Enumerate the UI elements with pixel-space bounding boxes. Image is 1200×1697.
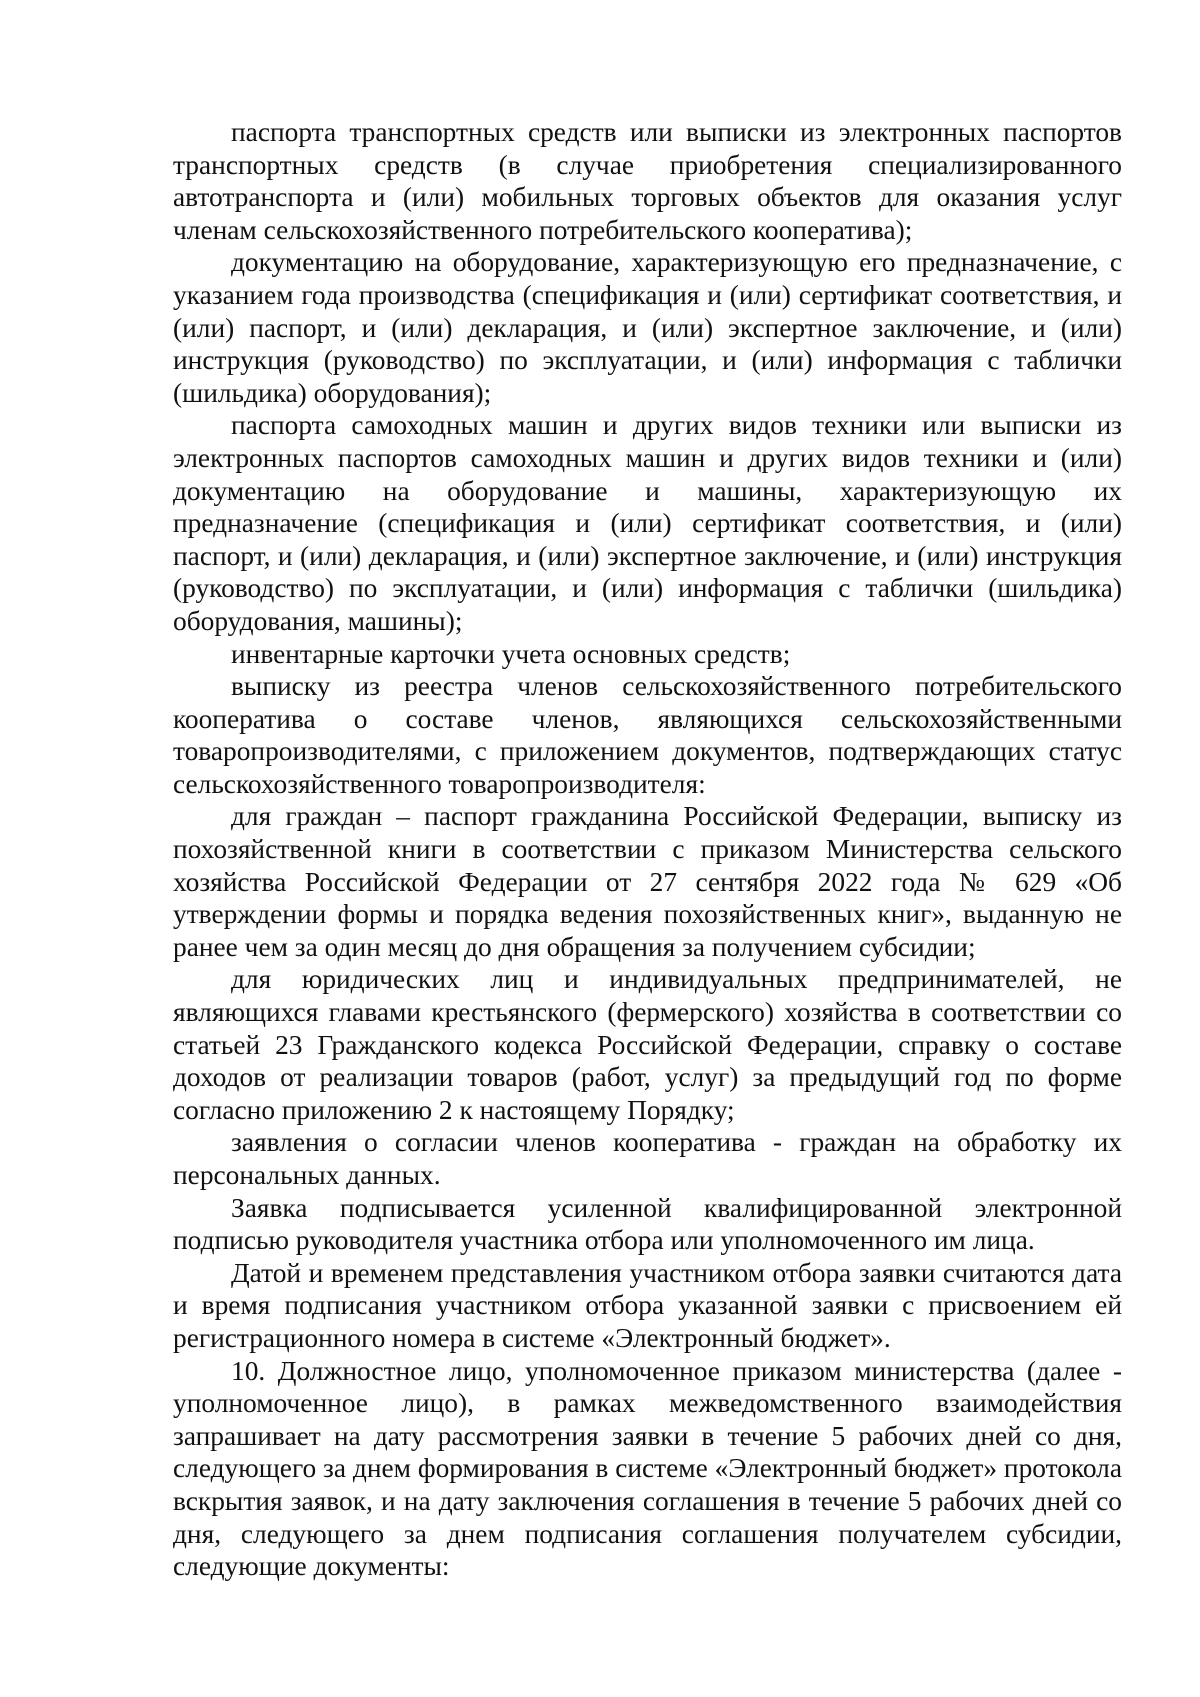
paragraph-submission-date: Датой и временем представления участником отбора заявки считаются дата и время подписания участником отбора указанной заявки с присвоением ей регистрационного номера в системе «Электронный бюджет». bbox=[173, 1257, 1122, 1353]
paragraph-members-registry: выписку из реестра членов сельскохозяйственного потребительского кооператива о составе членов, являющихся сельскохозяйственными товаропроизводителями, с приложением документов, подтверждающих статус сельскохозяйственного товаропроизводителя: bbox=[173, 671, 1122, 799]
paragraph-equipment-documentation: документацию на оборудование, характеризующую его предназначение, с указанием года производства (спецификация и (или) сертификат соответствия, и (или) паспорт, и (или) декларация, и (или) экспертное заключение, и (или) инструкция (руководство) по эксплуатации, и (или) информация с таблички (шильдика) оборудования); bbox=[173, 247, 1122, 408]
paragraph-inventory-cards: инвентарные карточки учета основных средств; bbox=[231, 638, 791, 669]
document-body bbox=[173, 116, 1122, 1583]
paragraph-section-10: 10. Должностное лицо, уполномоченное приказом министерства (далее - уполномоченное лицо), в рамках межведомственного взаимодействия запрашивает на дату рассмотрения заявки в течение 5 рабочих дней со дня, следующего за днем формирования в системе «Электронный бюджет» протокола вскрытия заявок, и на дату заключения соглашения в течение 5 рабочих дней со дня, следующего за днем подписания соглашения получателем субсидии, следующие документы: bbox=[173, 1355, 1122, 1582]
paragraph-self-propelled-machines: паспорта самоходных машин и других видов техники или выписки из электронных паспортов самоходных машин и других видов техники и (или) документацию на оборудование и машины, характеризующую их предназначение (спецификация и (или) сертификат соответствия, и (или) паспорт, и (или) декларация, и (или) экспертное заключение, и (или) инструкция (руководство) по эксплуатации, и (или) информация с таблички (шильдика) оборудования, машины); bbox=[173, 410, 1122, 636]
paragraph-citizens: для граждан – паспорт гражданина Российской Федерации, выписку из похозяйственной книги в соответствии с приказом Министерства сельского хозяйства Российской Федерации от 27 сентября 2022 года № 629 «Об утверждении формы и порядка ведения похозяйственных книг», выданную не ранее чем за один месяц до дня обращения за получением субсидии; bbox=[173, 801, 1122, 962]
paragraph-consent-statements: заявления о согласии членов кооператива - граждан на обработку их персональных данных. bbox=[173, 1127, 1122, 1190]
paragraph-legal-entities: для юридических лиц и индивидуальных предпринимателей, не являющихся главами крестьянского (фермерского) хозяйства в соответствии со статьей 23 Гражданского кодекса Российской Федерации, справку о составе доходов от реализации товаров (работ, услуг) за предыдущий год по форме согласно приложению 2 к настоящему Порядку; bbox=[173, 964, 1122, 1125]
paragraph-application-signature: Заявка подписывается усиленной квалифицированной электронной подписью руководителя участника отбора или уполномоченного им лица. bbox=[173, 1192, 1122, 1256]
paragraph-vehicle-passports: паспорта транспортных средств или выписки из электронных паспортов транспортных средств (в случае приобретения специализированного автотранспорта и (или) мобильных торговых объектов для оказания услуг членам сельскохозяйственного потребительского кооператива); bbox=[173, 117, 1122, 245]
